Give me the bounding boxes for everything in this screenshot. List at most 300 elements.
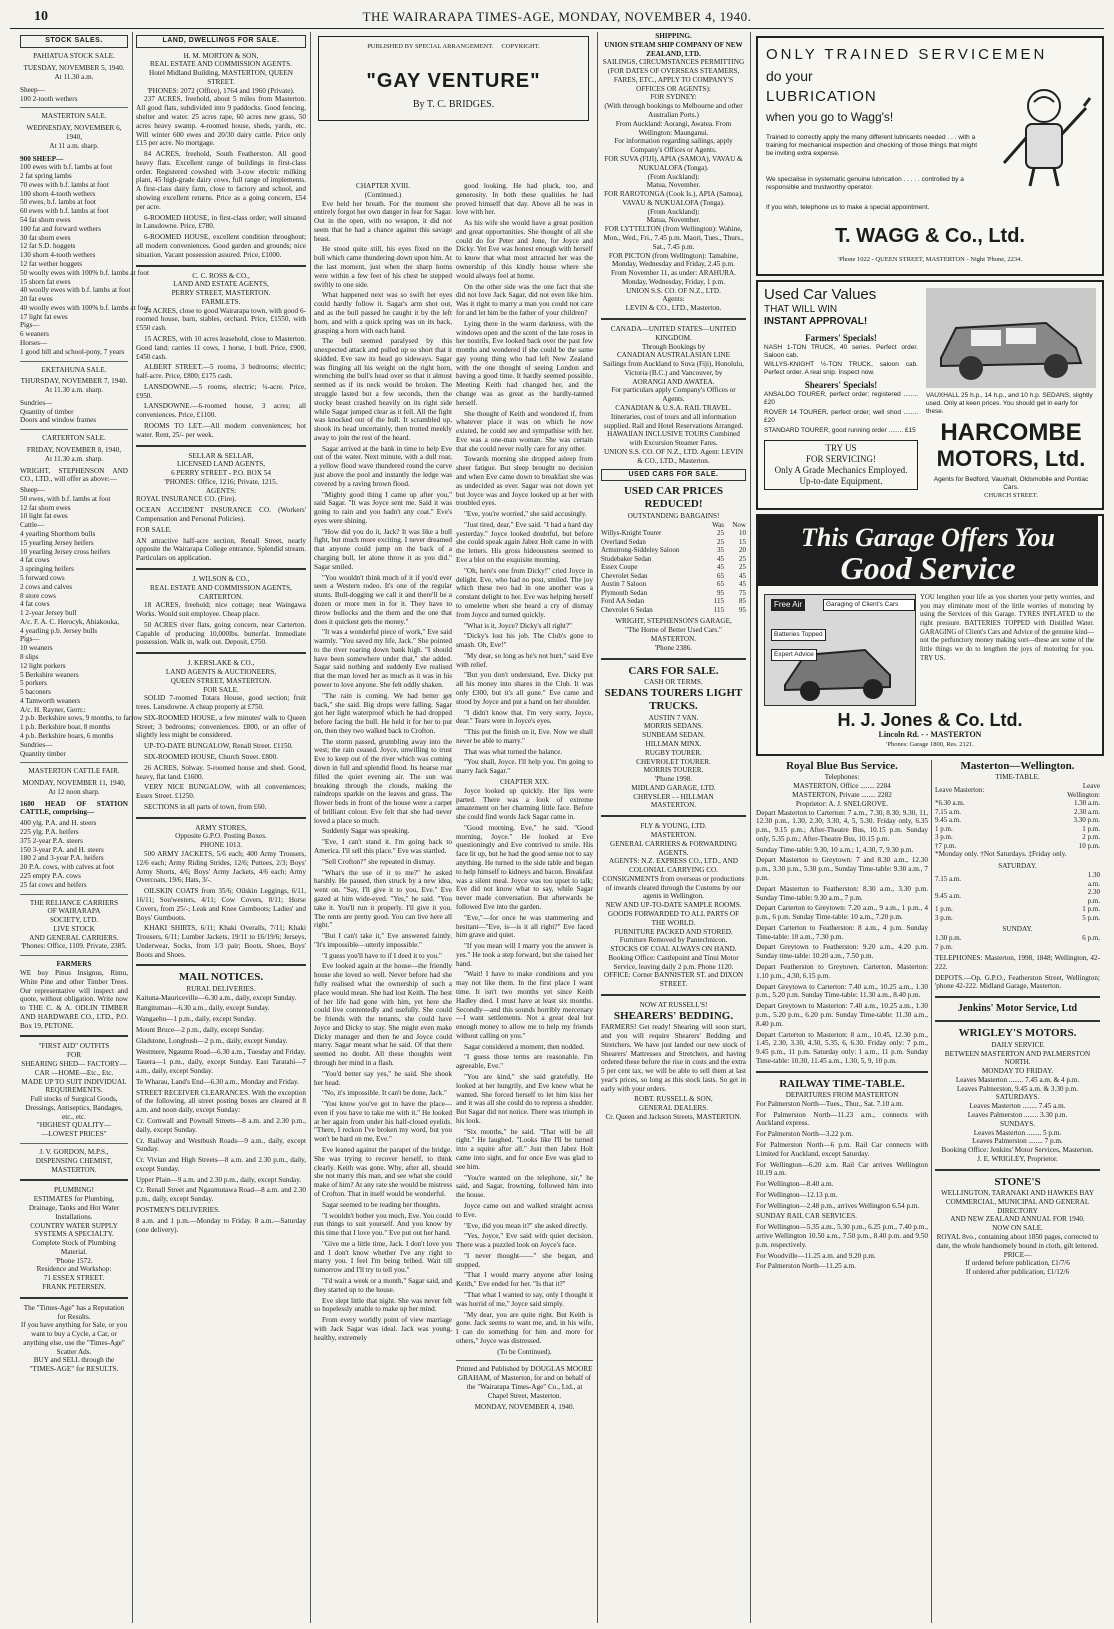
wagg-lubrication: LUBRICATION: [766, 88, 877, 105]
story-text-c: [456, 787, 593, 1346]
table-cell: 10 p.m.: [1078, 841, 1100, 850]
list-item: Doors and window frames: [20, 416, 97, 425]
reliance-line: LIVE STOCK: [53, 924, 95, 933]
railway-subtitle: DEPARTURES FROM MASTERTON: [785, 1091, 899, 1100]
stock-sales-column: [20, 32, 149, 1623]
list-item: 1 p.b. Berkshire boar, 8 months: [20, 723, 111, 732]
canada-line: CANADIAN AUSTRALASIAN LINE: [617, 351, 730, 360]
timetable-line: Depart Greytown to Carterton: 7.40 a.m., 10.25 a.m., 1.30 p.m., 5.20 p.m. Sunday Time-table: 11.30 a.m., 8.40 p.m.: [756, 982, 928, 1000]
wrigley-timetable: [935, 1041, 1100, 1164]
listing: 500 ARMY JACKETS, 5/6 each; 400 Army Trousers, 12/6 each; Army Riding Strides, 12/6; Puttees, 2/3; Boys' Army Shorts, 4/6; Boys' Army Jackets, 4/6 each; Army Overcoats, 19/6; Hats, 3/-.: [136, 850, 306, 885]
listing: LANSDOWNE.—5 rooms, electric; ¼-acre. Price, £950.: [136, 382, 306, 400]
first-aid-line: "HIGHEST QUALITY—: [36, 1121, 112, 1130]
story-paragraph: "I didn't know that. I'm very sorry, Joyce, dear." Tears were in Joyce's eyes.: [456, 708, 593, 726]
rail-line: For Palmerston North—11.23 a.m., connects with Auckland express.: [756, 1110, 928, 1128]
reliance-carriers: [20, 899, 128, 952]
table-cell: Overland Sedan: [601, 537, 646, 546]
table-cell: 85: [739, 597, 746, 606]
list-item: 130 shorn 4-tooth wethers: [20, 251, 96, 260]
table-row: [601, 555, 746, 564]
midland-line: CHRYSLER - - HILLMAN: [633, 792, 714, 801]
list-item: 17 light fat ewes: [20, 312, 68, 321]
first-aid-line: SHEARING SHED— FACTORY—CAR —HOME—Etc., Etc.: [21, 1060, 127, 1077]
fly-line: Booking Office: Castlepoint and Tinui Motor Service, leaving daily 2 p.m. Phone 1120.: [608, 953, 739, 971]
mail-notices-title: MAIL NOTICES.: [178, 971, 264, 984]
table-cell: *6.30 a.m.: [935, 799, 965, 808]
list-item: 20 P.A. cows, with calves at foot: [20, 863, 115, 872]
eketahuna-date: THURSDAY, NOVEMBER 7, 1940.: [20, 377, 128, 386]
jones-body-text: YOU lengthen your life as you shorten your petty worries, and you may eliminate most of the little worries of motoring by using the Services of this Garage. TYRES INFLATED to the right pressure. BATTERIES TOPPED with Distilled Water. GARAGING of Client's Cars and Advice of the genuine kind—not the perfunctory money making sort—these are some of the little things we do to lengthen the joys of motoring for you. TRY US.: [920, 594, 1094, 662]
plumbing-line: Complete Stock of Plumbing Material.: [32, 1239, 116, 1256]
fly-line: CONSIGNMENTS from overseas or productions of inwards cleared through the Customs by our agents in Wellington.: [602, 874, 745, 901]
list-item: 5 baconers: [20, 688, 51, 697]
story-paragraph: "You know you've got to have the place—even if you have to take me with it." He looked at her again from under his half-closed eyelids. "There, I reckon I've broken my word, but you won't be hard on me, Eve.": [314, 1100, 452, 1144]
used-cars-title: USED CAR PRICES REDUCED!: [623, 485, 724, 511]
cattle-fair-date: MONDAY, NOVEMBER 11, 1940,: [22, 779, 126, 788]
canada-line: Sailings from Auckland to Suva (Fiji), Honolulu, Victoria (B.C.) and Vancouver, by: [603, 360, 744, 377]
wrigley-line: BETWEEN MASTERTON AND PALMERSTON NORTH.: [944, 1049, 1091, 1067]
usco-text-line: FOR RAROTONGA (Cook Is.), APIA (Samoa), VAVAU & NUKUALOFA (Tonga).: [604, 190, 743, 207]
wrigley-line: MONDAY TO FRIDAY.: [981, 1067, 1054, 1076]
table-row: [935, 888, 1100, 905]
list-item: Sheep—: [20, 486, 45, 495]
list-item: A/c. F. A. C. Herocyk, Ahiakouka,: [20, 617, 120, 626]
fly-line: FURNITURE PACKED AND STORED.: [614, 927, 733, 936]
car-line: MORRIS SEDANS.: [643, 722, 704, 731]
pahiatua-time: At 11.30 a.m.: [54, 73, 94, 82]
canada-line: For particulars apply Company's Offices or Agents.: [611, 386, 736, 404]
wright-line: MASTERTON.: [650, 635, 697, 644]
story-paragraph: "You're wanted on the telephone, sir," he said, and Sagar, frowning, followed him into the house.: [456, 1173, 593, 1200]
rail-line: For Palmerston North—6 p.m. Rail Car connects with Limited for Auckland, except Saturday.: [756, 1140, 928, 1158]
now-at-russells: NOW AT RUSSELL'S!: [639, 1001, 708, 1010]
stones-line: If ordered after publication, £1/12/6: [965, 1268, 1070, 1277]
timetable-line: Depart Masterton to Carterton: 7 a.m., 7.30, 8.30, 9.30, 11, 12.30 p.m., 1.30, 2.30, 3.30, 4, 5, 5.30. Friday only, 6.35 p.m., 9.15 p.m.; After-Theatre Bus, 10.15 p.m. Sunday only, 5.35 p.m.; After-Theatre Bus, 10.15 p.m.: [756, 808, 928, 843]
table-cell: 9.45 a.m.: [935, 892, 962, 901]
harcombe-agents: Agents for Bedford, Vauxhall, Oldsmobile and Pontiac Cars.: [933, 476, 1089, 491]
story-paragraph: Joyce came out and walked straight across to Eve.: [456, 1201, 593, 1219]
wrigley-title: WRIGLEY'S MOTORS.: [958, 1027, 1077, 1040]
usco-text-line: FOR SUVA (FIJI), APIA (SAMOA), VAVAU & NUKUALOFA (Tonga).: [604, 154, 743, 172]
first-aid-line: Full stocks of Surgical Goods, Dressings, Antiseptics, Bandages, etc., etc.: [25, 1095, 123, 1121]
usco-line: UNION STEAM SHIP COMPANY OF NEW ZEALAND, LTD.: [604, 40, 743, 58]
list-item: 5 porkers: [20, 679, 47, 688]
carterton-title: CARTERTON SALE.: [42, 434, 106, 443]
car-line: HILLMAN MINX.: [645, 739, 702, 748]
kerslake-line: FOR SALE.: [203, 685, 239, 694]
list-item: 50 ewes, b.f. lambs at foot: [20, 198, 96, 207]
phone-line: MASTERTON, Office ........ 2284: [793, 782, 891, 791]
wrigley-line: DAILY SERVICE: [991, 1040, 1044, 1049]
sellar-listings: [136, 495, 306, 562]
table-row: [935, 808, 1100, 817]
table-row: [935, 905, 1100, 914]
list-item: 225 ylg. P.A. heifers: [20, 828, 79, 837]
table-cell: Austin 7 Saloon: [601, 580, 647, 589]
gordon-chemist: [20, 1148, 128, 1174]
story-paragraph: good looking. He had pluck, too, and generosity. In both these qualities he had proved himself that day. Above all he was in love with her.: [456, 182, 593, 217]
listing: SECTIONS in all parts of town, from £60.: [144, 802, 267, 811]
list-item: 10 weaners: [20, 644, 53, 653]
times-age-ad: [20, 1304, 128, 1374]
listing: ROYAL INSURANCE CO. (Fire).: [136, 495, 237, 504]
morton-line: REAL ESTATE AND COMMISSION AGENTS.: [150, 60, 292, 69]
table-cell: 1.30 a.m.: [1073, 799, 1100, 808]
mail-line: Wangaehu—1 p.m., daily, except Sunday.: [136, 1015, 257, 1024]
listing: OCEAN ACCIDENT INSURANCE CO. (Workers' Compensation and Personal Policies).: [136, 506, 306, 524]
story-paragraph: "How did you do it, Jack? It was like a bull fight, but much more exciting. I never dreamed that anyone could jump on the back of a charging bull, let alone throw it as you did." Sagar smiled.: [314, 527, 452, 571]
leave-masterton-header: Leave Masterton:: [935, 786, 985, 795]
land-heading: LAND, DWELLINGS FOR SALE.: [136, 35, 306, 48]
story-paragraph: "You shall, Joyce. I'll help you. I'm going to marry Jack Sagar.": [456, 758, 593, 776]
table-cell: 25: [717, 529, 724, 538]
story-text-a: [314, 200, 452, 1343]
stock-sales-heading: STOCK SALES.: [20, 35, 128, 48]
badge-expert-advice: Expert Advice: [771, 649, 817, 661]
special-item: STANDARD TOURER, good running order ........ £15: [764, 426, 916, 434]
table-cell: Plymouth Sedan: [601, 588, 648, 597]
stones-line: NOW ON SALE.: [992, 1224, 1043, 1233]
stones-title: STONE'S: [994, 1175, 1041, 1188]
table-cell: 6 p.m.: [1082, 933, 1100, 942]
listing: 24 ACRES, close to good Wairarapa town, with good 6-roomed house, barn, stables, orchard. Price, £1550, with £550 cash.: [136, 306, 306, 333]
list-item: 25 fat cows and heifers: [20, 880, 87, 889]
listing: 237 ACRES, freehold, about 5 miles from Masterton. All good flats, subdivided into 9 paddocks. Good fencing, shelter and water. 25 acres rape, 60 acres new grass, 50 acres heavy swamp. 4-roomed house, sheds, yards, etc. Will winter 600 ewes and 20/30 dairy cattle. Price only £15 per acre. No mortgage.: [136, 95, 306, 148]
harcombe-motors-ad: [756, 280, 1104, 510]
list-item: Sundries—: [20, 398, 53, 407]
ross-subheading: FARMLETS.: [201, 297, 241, 306]
story-paragraph: "Oh, here's one from Dicky!" cried Joyce in delight. Eve, who had no post, smiled. The joy which these two had in one another was a constant delight to her. Eve was helping herself to omelette when she heard a cry of dismay from Joyce and turned quickly.: [456, 566, 593, 619]
table-cell: 1 p.m.: [1082, 905, 1100, 914]
wagg-headline: ONLY TRAINED SERVICEMEN: [766, 46, 1048, 63]
table-cell: [1078, 943, 1100, 952]
jones-headline-banner: [758, 516, 1098, 586]
story-paragraph: Sagar seemed to be reading her thoughts.: [322, 1200, 441, 1209]
list-item: 2 cows and calves: [20, 582, 73, 591]
stones-directory: [935, 1189, 1100, 1277]
timetable-subtitle: TIME-TABLE.: [995, 773, 1040, 782]
story-paragraph: From every worldly point of view marriage with Jack Sagar was ideal. Jack was young, healthy, extremely: [314, 1316, 452, 1342]
table-cell: Chevrolet Sedan: [601, 571, 648, 580]
special-item: WILLYS-KNIGHT ½-TON TRUCK, saloon cab. Perfect order. A real snip. Inspect now.: [764, 361, 918, 377]
list-item: 6 weaners: [20, 330, 49, 339]
russell-line: GENERAL DEALERS.: [638, 1104, 709, 1113]
fly-line: NEW AND UP-TO-DATE SAMPLE ROOMS.: [605, 901, 742, 910]
rail-line: For Palmerston North—3.22 p.m.: [756, 1130, 854, 1139]
wagg-paragraph-1: Trained to correctly apply the many different lubricants needed . . . with a training for mechanical inspection and checking of those things that might be inviting extra expense.: [766, 134, 978, 157]
table-cell: Chevrolet 6 Sedan: [601, 605, 653, 614]
russell-dealers: [601, 1095, 746, 1121]
carterton-date: FRIDAY, NOVEMBER 8, 1940,: [26, 446, 122, 454]
table-row: [601, 597, 746, 606]
stones-line: ROYAL 8vo., containing about 1850 pages, corrected to date, the whole handsomely bound in cloth, gilt lettered.: [936, 1233, 1099, 1250]
jones-phone: 'Phones: Garage 1800, Res. 2121.: [886, 741, 974, 748]
times-age-line: The "Times-Age" has a Reputation for Results.: [23, 1303, 125, 1321]
table-cell: 45: [739, 571, 746, 580]
table-cell: 75: [739, 588, 746, 597]
pahiatua-items: [20, 86, 128, 104]
to-be-continued: (To be Continued).: [497, 1347, 552, 1356]
mail-line: Mount Bruce—2 p.m., daily, except Sunday.: [136, 1025, 265, 1034]
story-paragraph: He stood quite still, his eyes fixed on the bull which came thundering down upon him. At the last moment, just when the sharp horns were within a few feet of his chest he stepped swiftly to one side.: [314, 245, 452, 289]
mail-line: Gladstone, Longbush—2 p.m., daily, except Sunday.: [136, 1036, 288, 1045]
car-line: RUGBY TOURER.: [645, 748, 702, 757]
wilson-line: REAL ESTATE AND COMMISSION AGENTS,: [150, 583, 292, 592]
canada-line: UNION S.S. CO. OF N.Z., LTD. Agent: LEVIN & CO., LTD., Masterton.: [603, 447, 744, 465]
col-was: Was: [712, 520, 724, 529]
ross-line: LAND AND ESTATE AGENTS,: [173, 280, 269, 289]
list-item: Pigs—: [20, 635, 40, 644]
cars-list: [601, 714, 746, 784]
rail-line: For Wellington—8.40 a.m.: [756, 1180, 834, 1189]
imprint-date: MONDAY, NOVEMBER 4, 1940.: [474, 1402, 575, 1411]
plumbing-line: 71 ESSEX STREET.: [43, 1274, 105, 1283]
list-item: 1 good hill and school-pony, 7 years: [20, 347, 125, 356]
list-item: 12 fat shorn ewes: [20, 503, 71, 512]
usco-text-line: SAILINGS, CIRCUMSTANCES PERMITTING (FOR DATES OF OVERSEAS STEAMERS, FARES, ETC., APPLY TO COMPANY'S OFFICES OR AGENTS):: [602, 58, 745, 93]
table-cell: 3.30 p.m.: [1073, 816, 1100, 825]
table-cell: Studebaker Sedan: [601, 554, 652, 563]
story-paragraph: "My dear, so long as he's not hurt," said Eve with relief.: [456, 651, 593, 669]
list-item: A/c. H. Rayner, Gerrr.:: [20, 705, 86, 714]
kerslake-listings: [136, 694, 306, 811]
listing: 18 ACRES, freehold; nice cottage; near Waingawa Works. Would suit employee. Cheap place.: [136, 601, 306, 619]
wilson-header: [136, 575, 306, 601]
railway-title: RAILWAY TIME-TABLE.: [779, 1077, 905, 1090]
badge-garaging: Garaging of Client's Cars: [823, 599, 915, 611]
union-steam-ship-text: [601, 58, 746, 313]
list-item: 4 fat cows: [20, 556, 50, 565]
masthead: [10, 6, 1104, 29]
list-item: 100 shorn 4-tooth wethers: [20, 189, 96, 198]
plumbing-line: 'Phone 1572.: [55, 1256, 93, 1265]
royal-blue-phones: [756, 773, 928, 808]
first-aid-line: MADE UP TO SUIT INDIVIDUAL REQUIREMENTS.: [21, 1077, 127, 1095]
harcombe-title: Used Car Values: [764, 286, 877, 303]
wrigley-line: Leaves Masterton ........ 5 p.m.: [973, 1128, 1062, 1137]
stones-line: WELLINGTON, TARANAKI AND HAWKES BAY: [940, 1189, 1095, 1198]
usco-text-line: LEVIN & CO., LTD., Masterton.: [625, 304, 722, 313]
ross-line: PERRY STREET, MASTERTON.: [171, 289, 271, 298]
cattle-heading: 1600 HEAD OF STATION CATTLE, comprising—: [20, 799, 128, 817]
canada-line: HAWAIIAN INCLUSIVE TOURS Combined with Excursion Steamer Fares.: [607, 430, 740, 448]
wright-line: WRIGHT, STEPHENSON'S GARAGE,: [615, 617, 732, 626]
cattle-fair-title: MASTERTON CATTLE FAIR.: [28, 767, 120, 776]
reliance-line: THE RELIANCE CARRIERS: [29, 898, 119, 907]
table-cell: 25: [717, 537, 724, 546]
story-paragraph: Eve held her breath. For the moment she entirely forgot her own danger in fear for Sagar. Out in the open, with no weapon, it did not seem that he had a chance against this savage beast.: [314, 199, 452, 243]
wrigley-line: Leaves Masterton ........ 7.45 a.m. & 4 p.m.: [955, 1075, 1080, 1084]
story-paragraph: She thought of Keith and wondered if, from whatever place it was on which he now existed, he could see and sympathise with her. Eve was a one-man woman. She was certain that she could never really care for any other.: [456, 409, 593, 453]
royal-blue-timetable: [756, 809, 928, 1066]
sheep-heading: 900 SHEEP—: [20, 154, 64, 163]
list-item: 100 2-tooth wethers: [20, 94, 78, 103]
farmers-specials: Farmers' Specials!: [805, 332, 877, 343]
story-paragraph: "You wouldn't think much of it if you'd ever seen a Western rodeo. It's one of the regular stunts. Bull-dogging we call it and there'll be a dozen or more men in for it. They have to throw bullocks and the them and the one that does it quickest gets the money.": [314, 573, 452, 626]
stones-line: COMMERCIAL, MUNICIPAL AND GENERAL: [945, 1197, 1090, 1206]
list-item: 8 slips: [20, 652, 39, 661]
mail-line: POSTMEN'S DELIVERIES.: [136, 1206, 220, 1214]
wagg-do-your: do your: [766, 68, 813, 84]
harcombe-name: HARCOMBE: [940, 419, 1082, 446]
table-cell: Essex Coupe: [601, 563, 638, 572]
table-cell: 10: [739, 529, 746, 538]
timetable-line: Sunday Time-table: 9.30, 10 a.m.; 1, 4.30, 7, 9.30 p.m.: [756, 845, 914, 854]
rail-line: For Wellington—12.13 p.m.: [756, 1190, 838, 1199]
gordon-line: MASTERTON.: [51, 1165, 97, 1174]
table-cell: 1.30 p.m.: [935, 933, 962, 942]
reliance-line: AND GENERAL CARRIERS.: [29, 933, 119, 942]
listing: VERY NICE BUNGALOW, with all conveniences; Essex Street. £1250.: [136, 783, 306, 801]
table-row: [601, 572, 746, 581]
wrigley-line: Leaves Masterton ........ 7.45 a.m.: [969, 1102, 1066, 1111]
table-row: [601, 546, 746, 555]
table-cell: 65: [717, 571, 724, 580]
table-cell: 2 p.m.: [1082, 833, 1100, 842]
morton-line: Hotel Midland Building, MASTERTON, QUEEN STREET.: [149, 69, 293, 86]
table-row: [935, 816, 1100, 825]
table-cell: 35: [717, 546, 724, 555]
table-cell: 95: [717, 588, 724, 597]
mail-notices-text: [136, 994, 306, 1235]
used-cars-subtitle: OUTSTANDING BARGAINS!: [627, 511, 720, 520]
story-paragraph: "I guess you'll have to if I deed it to you.": [322, 951, 442, 960]
mail-line: STREET RECEIVER CLEARANCES. With the exception of the following, all street posting boxes are cleared at 8 a.m. and noon daily, except Sunday:: [136, 1088, 306, 1115]
table-cell: 1 p.m.: [935, 905, 953, 914]
cars-for-sale-heading: CARS FOR SALE.: [628, 664, 719, 677]
masterton-sale-title: MASTERTON SALE.: [41, 112, 107, 121]
timetable-line: Depart Featherston to Greytown, Carterton, Masterton: 1.10 p.m., 4.30, 6.15 p.m.: [756, 963, 928, 980]
fly-line: OFFICE: Corner BANNISTER ST. and DIXON STREET.: [603, 971, 744, 989]
table-row: [935, 825, 1100, 834]
list-item: Cattle—: [20, 521, 45, 530]
canada-line: CANADIAN & U.S.A. RAIL TRAVEL. Itineraries, cost of tours and all information supplied. Rail and Hotel Reservations Arranged.: [603, 404, 744, 430]
story-paragraph: Eve leaned against the parapet of the bridge. She was trying to recover herself, to think clearly. Keith was gone. Why, after all, should she not marry this man, and see what she could make of him? At any rate she would be mistress of Crofton. That in itself would be wonderful.: [314, 1146, 452, 1198]
reliance-line: SOCIETY, LTD.: [49, 916, 99, 925]
story-paragraph: "Yes, Joyce," Eve said with quiet decision. There was a puzzled look on Joyce's face.: [456, 1232, 593, 1250]
list-item: 70 ewes with b.f. lambs at foot: [20, 180, 109, 189]
list-item: 1 2-year Jersey bull: [20, 609, 77, 618]
serial-story: [314, 32, 593, 1623]
table-cell: 2.30 a.m.: [1073, 807, 1100, 816]
table-row: [935, 943, 1100, 952]
rail-line: For Wellington—5.35 a.m., 5.30 p.m., 6.25 p.m., 7.40 p.m., arrive Wellington 10.50 a.m., 7.50 p.m., 8.40 p.m. and 9.50 p.m. respectively.: [756, 1223, 928, 1249]
chapter-heading: CHAPTER XVIII.: [356, 182, 410, 190]
table-cell: 1 p.m.: [935, 824, 953, 833]
sedans-tourers-trucks: SEDANS TOURERS LIGHT TRUCKS.: [604, 686, 743, 713]
usco-text-line: FOR LYTTELTON (from Wellington): Wahine, Mon., Wed., Fri., 7.45 p.m. Maori, Tues., Thurs., Sat., 7.45 p.m.: [603, 225, 744, 251]
table-row: [601, 580, 746, 589]
mail-line: Kaituna-Mauriceville—6.30 a.m., daily, except Sunday.: [136, 993, 297, 1002]
listing: 84 ACRES, freehold, South Featherston. All good heavy flats. Excellent range of buildings in first-class order. Registered cowshed with 3-cow electric milking plant, 45 high-grade dairy cows, full range of implements. A first-class dairy farm, close to factory and school, and showing excellent returns. Price as a going concern, £54 per acre.: [136, 150, 306, 211]
usco-text-line: Matua, November.: [646, 216, 701, 225]
special-item: NASH 1-TON TRUCK, 40 series. Perfect order. Saloon cab.: [764, 343, 918, 359]
wright-stephenson-line: WRIGHT, STEPHENSON AND CO., LTD., will offer as above:—: [20, 466, 128, 484]
story-paragraph: "Dicky's lost his job. The Club's gone to smash. Oh, Eve!": [456, 632, 593, 650]
fly-line: GOODS FORWARDED TO ALL PARTS OF THE WORLD.: [607, 910, 740, 927]
rail-line: For Palmerston North—11.25 a.m.: [756, 1262, 856, 1271]
first-aid-line: FOR: [67, 1051, 81, 1060]
car-line: 'Phone 1998.: [654, 775, 693, 784]
list-item: 400 ylg. P.A. and H. steers: [20, 819, 97, 828]
usco-text-line: For information regarding sailings, apply Company's Offices or Agents.: [614, 137, 733, 155]
list-item: Sundries—: [20, 740, 53, 749]
wagg-paragraph-2: We specialise in systematic genuine lubrication . . . . . controlled by a responsible and trustworthy operator.: [766, 176, 964, 191]
table-row: [935, 833, 1100, 842]
eketahuna-title: EKETAHUNA SALE.: [41, 365, 107, 374]
listing: 15 ACRES, with 10 acres leasehold, close to Masterton. Good land; carries 11 cows, 1 horse, 1 bull. Price, £900, £450 cash.: [136, 334, 306, 361]
list-item: 4 Tamworth weaners: [20, 696, 81, 705]
list-item: 30 fat shorn ewes: [20, 233, 71, 242]
army-line: Opposite G.P.O. Posting Boxes.: [175, 832, 267, 841]
sellar-line: SELLAR & SELLAR,: [188, 451, 254, 460]
midland-garage: [601, 784, 746, 810]
table-row: [935, 871, 1100, 888]
table-cell: 45: [717, 563, 724, 572]
mail-line: Westmere, Ngaumu Road—6.30 a.m., Tuesday and Friday.: [136, 1047, 306, 1056]
table-cell: 1.30 a.m.: [1087, 871, 1100, 888]
royal-blue-title: Royal Blue Bus Service.: [786, 760, 898, 772]
car-line: MORRIS TOURER.: [643, 766, 704, 775]
usco-text-line: Monday, Wednesday, Friday, 1 p.m.: [621, 277, 726, 286]
russell-line: ROBT. RUSSELL & SON,: [634, 1095, 713, 1104]
cattle-items: [20, 819, 128, 889]
carterton-items: [20, 486, 143, 758]
sellar-line: 6 PERRY STREET - P.O. BOX 54: [171, 469, 271, 478]
wright-line: "The Home of Better Used Cars.": [625, 626, 722, 635]
table-cell: 7.15 a.m.: [935, 875, 962, 884]
special-item: ANSALDO TOURER, perfect order; registered ........ £20: [764, 391, 918, 407]
mail-notices-subtitle: RURAL DELIVERIES.: [186, 984, 256, 993]
table-cell: 9.45 a.m.: [935, 816, 962, 825]
try-us-servicing: [767, 443, 915, 487]
plumbing-line: FRANK PETERSEN.: [42, 1282, 106, 1291]
table-cell: 15: [739, 537, 746, 546]
listing: ROOMS TO LET.—All modern conveniences; hot water. Rent, 25/- per week.: [136, 422, 306, 439]
list-item: 12 fat wether hoggets: [20, 259, 83, 268]
col-now: Now: [732, 520, 746, 529]
listing: 6-ROOMED HOUSE, excellent condition throughout; all modern conveniences. Good garden and grounds; nice situation. Vacant possession assured. Price, £1000.: [136, 233, 306, 259]
wrigley-line: Leaves Palmerston, 9.45 a.m. & 3.30 p.m.: [956, 1084, 1079, 1093]
page-number: 10: [34, 9, 48, 24]
saturday-heading: SATURDAY.: [998, 862, 1037, 871]
story-paragraph: "Eve, you're worried," she said accusingly.: [464, 510, 587, 519]
kerslake-line: QUEEN STREET, MASTERTON.: [170, 676, 272, 685]
transport-column-left: [756, 760, 928, 1623]
harcombe-sub2: INSTANT APPROVAL!: [764, 316, 868, 328]
rail-line: For Woodville—11.25 a.m. and 9.20 p.m.: [756, 1251, 876, 1260]
rail-line: SUNDAY RAIL CAR SERVICES.: [756, 1212, 857, 1221]
jones-garage-ad: [756, 514, 1104, 756]
table-row: [935, 934, 1100, 943]
story-paragraph: Suddenly Sagar was speaking.: [322, 827, 410, 836]
list-item: 50 woolly ewes with 100% b.f. lambs at foot: [20, 268, 149, 277]
wilson-listings: [136, 601, 306, 647]
masterton-sale-time: At 11 a.m. sharp.: [49, 141, 99, 150]
story-paragraph: Sagar considered a moment, then nodded.: [464, 1042, 585, 1051]
list-item: 4 yearling p.b. Jersey bulls: [20, 626, 98, 635]
badge-free-air: Free Air: [771, 599, 805, 611]
story-paragraph: Towards morning she dropped asleep from sheer fatigue. But sleep brought no decision and when Eve came down to breakfast she was as undecided as ever. Sagar was not down yet but Joyce was and Joyce looked up at her with troubled eyes.: [456, 455, 593, 508]
story-paragraph: "I wouldn't bother you much, Eve. You could run things to suit yourself. And you know by this time that I love you." Eve put out her hand.: [314, 1211, 452, 1238]
table-cell: 3 p.m.: [935, 913, 953, 922]
list-item: Quantity timber: [20, 749, 66, 758]
table-cell: 7 p.m.: [935, 942, 953, 951]
motors-ltd: MOTORS, Ltd.: [936, 446, 1086, 471]
car-line: AUSTIN 7 VAN.: [648, 713, 699, 722]
story-paragraph: "No, it's impossible. It can't be done, Jack.": [322, 1089, 447, 1098]
table-row: [601, 538, 746, 547]
